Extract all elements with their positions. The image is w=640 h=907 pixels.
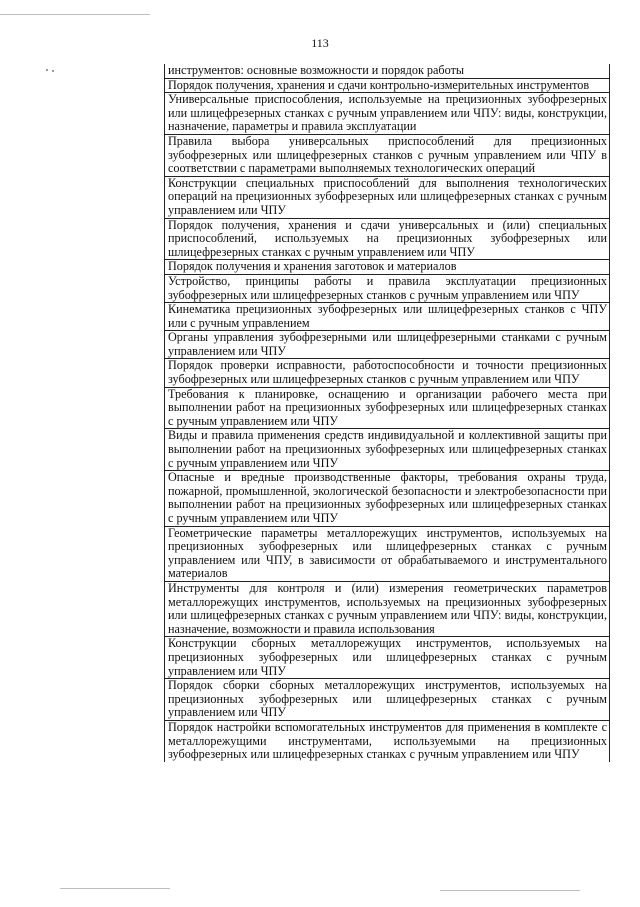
table-row [165,526,610,581]
table-row [165,134,610,176]
table-row [165,64,610,78]
table-cell: Универсальные приспособления, используемые на прецизионных зубофрезерных или шлицефрезерных станках с ручным управлением или ЧПУ: виды, конструкции, назначение, параметры и правила эксплуатации [165,93,610,135]
table-row [165,331,610,359]
table-row [165,274,610,302]
scan-artifact-line [60,888,170,889]
scan-artifact-dot [52,70,54,72]
scan-artifact-line [0,14,150,15]
table-cell: Опасные и вредные производственные факторы, требования охраны труда, пожарной, промышленной, экологической безопасности и электробезопасности при выполнении работ на прецизионных зубофрезерных или шлицефрезерных станках с ручным управлением или ЧПУ [165,471,610,526]
table-cell: Органы управления зубофрезерными или шлицефрезерными станками с ручным управлением или ЧПУ [165,331,610,359]
table-cell: Порядок настройки вспомогательных инструментов для применения в комплекте с металлорежущими инструментами, используемыми на прецизионных зубофрезерных или шлицефрезерных станках с ручным управлением или ЧПУ [165,720,610,761]
table-cell: Порядок проверки исправности, работоспособности и точности прецизионных зубофрезерных или шлицефрезерных станков с ручным управлением или ЧПУ [165,359,610,387]
table-row [165,637,610,679]
table-row [165,303,610,331]
table-cell: Геометрические параметры металлорежущих инструментов, используемых на прецизионных зубофрезерных или шлицефрезерных станках с ручным управлением или ЧПУ, в зависимости от обрабатываемого и инструментального материалов [165,526,610,581]
table-cell: Конструкции сборных металлорежущих инструментов, используемых на прецизионных зубофрезерных или шлицефрезерных станках с ручным управлением или ЧПУ [165,637,610,679]
table-cell: Виды и правила применения средств индивидуальной и коллективной защиты при выполнении работ на прецизионных зубофрезерных или шлицефрезерных станках с ручным управлением или ЧПУ [165,429,610,471]
table-cell: Конструкции специальных приспособлений для выполнения технологических операций на прецизионных зубофрезерных или шлицефрезерных станках с ручным управлением или ЧПУ [165,176,610,218]
requirements-table [164,64,610,762]
table-row [165,359,610,387]
table-cell: Требования к планировке, оснащению и организации рабочего места при выполнении работ на прецизионных зубофрезерных или шлицефрезерных станках с ручным управлением или ЧПУ [165,387,610,429]
table-row [165,429,610,471]
table-row [165,720,610,761]
table-cell: Инструменты для контроля и (или) измерения геометрических параметров металлорежущих инструментов, используемых на прецизионных зубофрезерных или шлицефрезерных станках с ручным управлением или ЧПУ: виды, конструкции, назначение, возможности и правила использования [165,581,610,636]
table-row [165,218,610,260]
table-row [165,93,610,135]
table-cell: Устройство, принципы работы и правила эксплуатации прецизионных зубофрезерных или шлицефрезерных станков с ручным управлением или ЧПУ [165,274,610,302]
table-cell: Порядок получения, хранения и сдачи контрольно-измерительных инструментов [165,78,610,93]
table-row [165,176,610,218]
table-cell: Порядок получения и хранения заготовок и материалов [165,260,610,275]
table-cell: Правила выбора универсальных приспособлений для прецизионных зубофрезерных или шлицефрезерных станков с ручным управлением или ЧПУ в соответствии с параметрами выполняемых технологических операций [165,134,610,176]
table-row [165,387,610,429]
table-cell: Порядок получения, хранения и сдачи универсальных и (или) специальных приспособлений, используемых на прецизионных зубофрезерных или шлицефрезерных станках с ручным управлением или ЧПУ [165,218,610,260]
scan-artifact-dot [46,69,48,71]
table-cell: Кинематика прецизионных зубофрезерных или шлицефрезерных станков с ЧПУ или с ручным управлением [165,303,610,331]
table-row [165,471,610,526]
page-number: 113 [311,36,329,50]
table-row [165,679,610,721]
table-cell: Порядок сборки сборных металлорежущих инструментов, используемых на прецизионных зубофрезерных или шлицефрезерных станках с ручным управлением или ЧПУ [165,679,610,721]
table-row [165,581,610,636]
table-row [165,260,610,275]
table-row [165,78,610,93]
table-cell: инструментов: основные возможности и порядок работы [165,64,610,78]
scan-artifact-line [440,890,580,891]
